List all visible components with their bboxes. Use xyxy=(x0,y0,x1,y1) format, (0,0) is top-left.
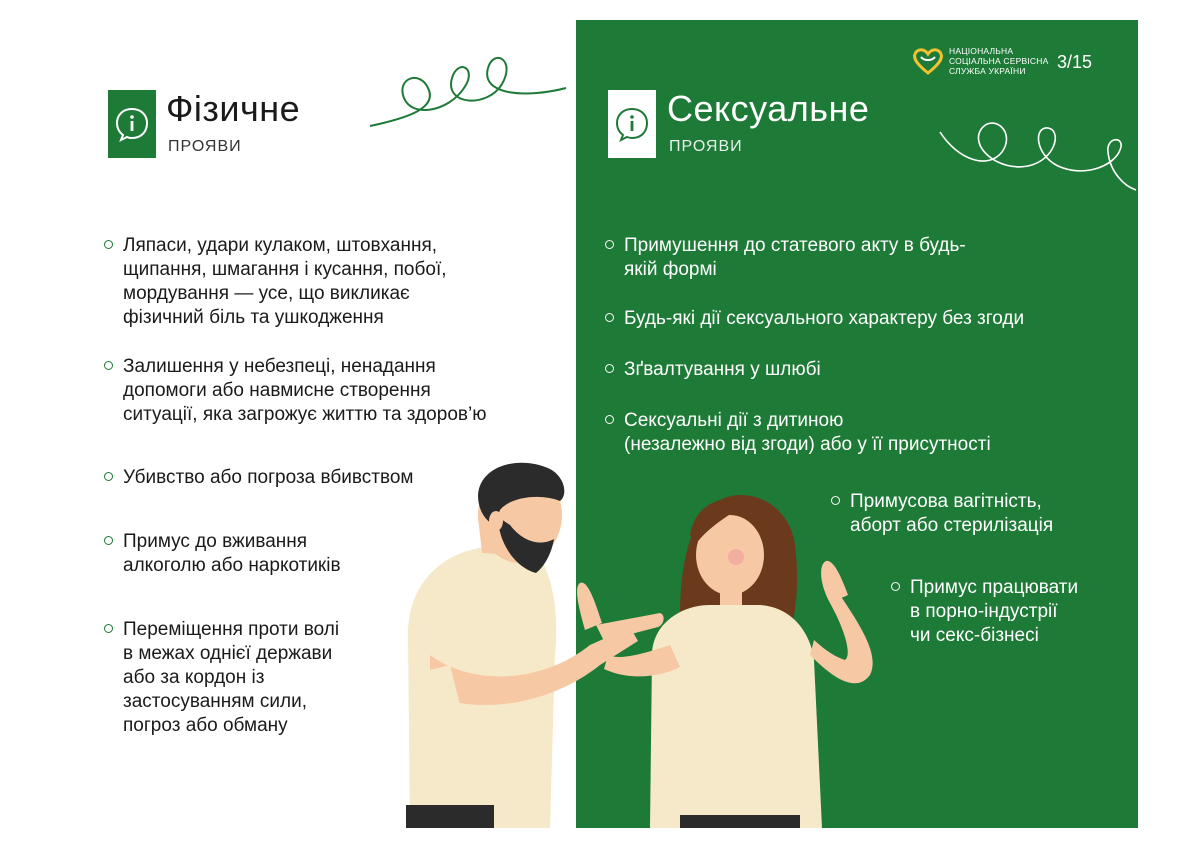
list-item: Зґвалтування у шлюбі xyxy=(624,358,1024,382)
bullet-circle-icon xyxy=(605,415,614,424)
info-icon-box-right xyxy=(608,90,656,158)
bullet-circle-icon xyxy=(104,361,113,370)
info-icon-box-left xyxy=(108,90,156,158)
bullet-circle-icon xyxy=(831,496,840,505)
heart-logo-icon xyxy=(912,47,944,75)
list-item: Примусова вагітність, аборт або стерилізація xyxy=(850,490,1130,538)
bullet-circle-icon xyxy=(605,313,614,322)
section-title-physical: Фізичне xyxy=(166,88,301,129)
bullet-circle-icon xyxy=(891,582,900,591)
decorative-curl-right xyxy=(938,110,1138,205)
man-and-woman-conflict-illustration xyxy=(390,455,910,828)
decorative-curl-left xyxy=(368,48,568,138)
list-item: Сексуальні дії з дитиною (незалежно від згоди) або у її присутності xyxy=(624,409,1124,457)
list-item: Переміщення проти волі в межах однієї держави або за кордон із застосуванням сили, погроз або обману xyxy=(123,618,403,738)
list-item: Залишення у небезпеці, ненадання допомоги або навмисне створення ситуації, яка загрожує життю та здоров’ю xyxy=(123,355,573,427)
bullet-circle-icon xyxy=(605,364,614,373)
section-subtitle-sexual: ПРОЯВИ xyxy=(669,138,743,155)
logo-text: НАЦІОНАЛЬНА СОЦІАЛЬНА СЕРВІСНА СЛУЖБА УКРАЇНИ xyxy=(949,46,1049,76)
list-item: Будь-які дії сексуального характеру без згоди xyxy=(624,307,1134,331)
info-bubble-icon xyxy=(114,106,150,142)
section-subtitle-physical: ПРОЯВИ xyxy=(168,138,242,155)
bullet-circle-icon xyxy=(104,536,113,545)
bullet-circle-icon xyxy=(104,240,113,249)
bullet-circle-icon xyxy=(605,240,614,249)
list-item: Примус до вживання алкоголю або наркотиків xyxy=(123,530,403,578)
bullet-circle-icon xyxy=(104,624,113,633)
section-title-sexual: Сексуальне xyxy=(667,88,870,129)
list-item: Ляпаси, удари кулаком, штовхання, щипання, шмагання і кусання, побої, мордування — усе, що викликає фізичний біль та ушкодження xyxy=(123,234,563,330)
bullet-circle-icon xyxy=(104,472,113,481)
page-number: 3/15 xyxy=(1057,52,1093,72)
nssu-logo xyxy=(912,46,1048,76)
list-item: Примус працювати в порно-індустрії чи секс-бізнесі xyxy=(910,576,1130,648)
info-bubble-icon xyxy=(614,106,650,142)
list-item: Примушення до статевого акту в будь- якій формі xyxy=(624,234,1124,282)
list-item: Убивство або погроза вбивством xyxy=(123,466,483,490)
